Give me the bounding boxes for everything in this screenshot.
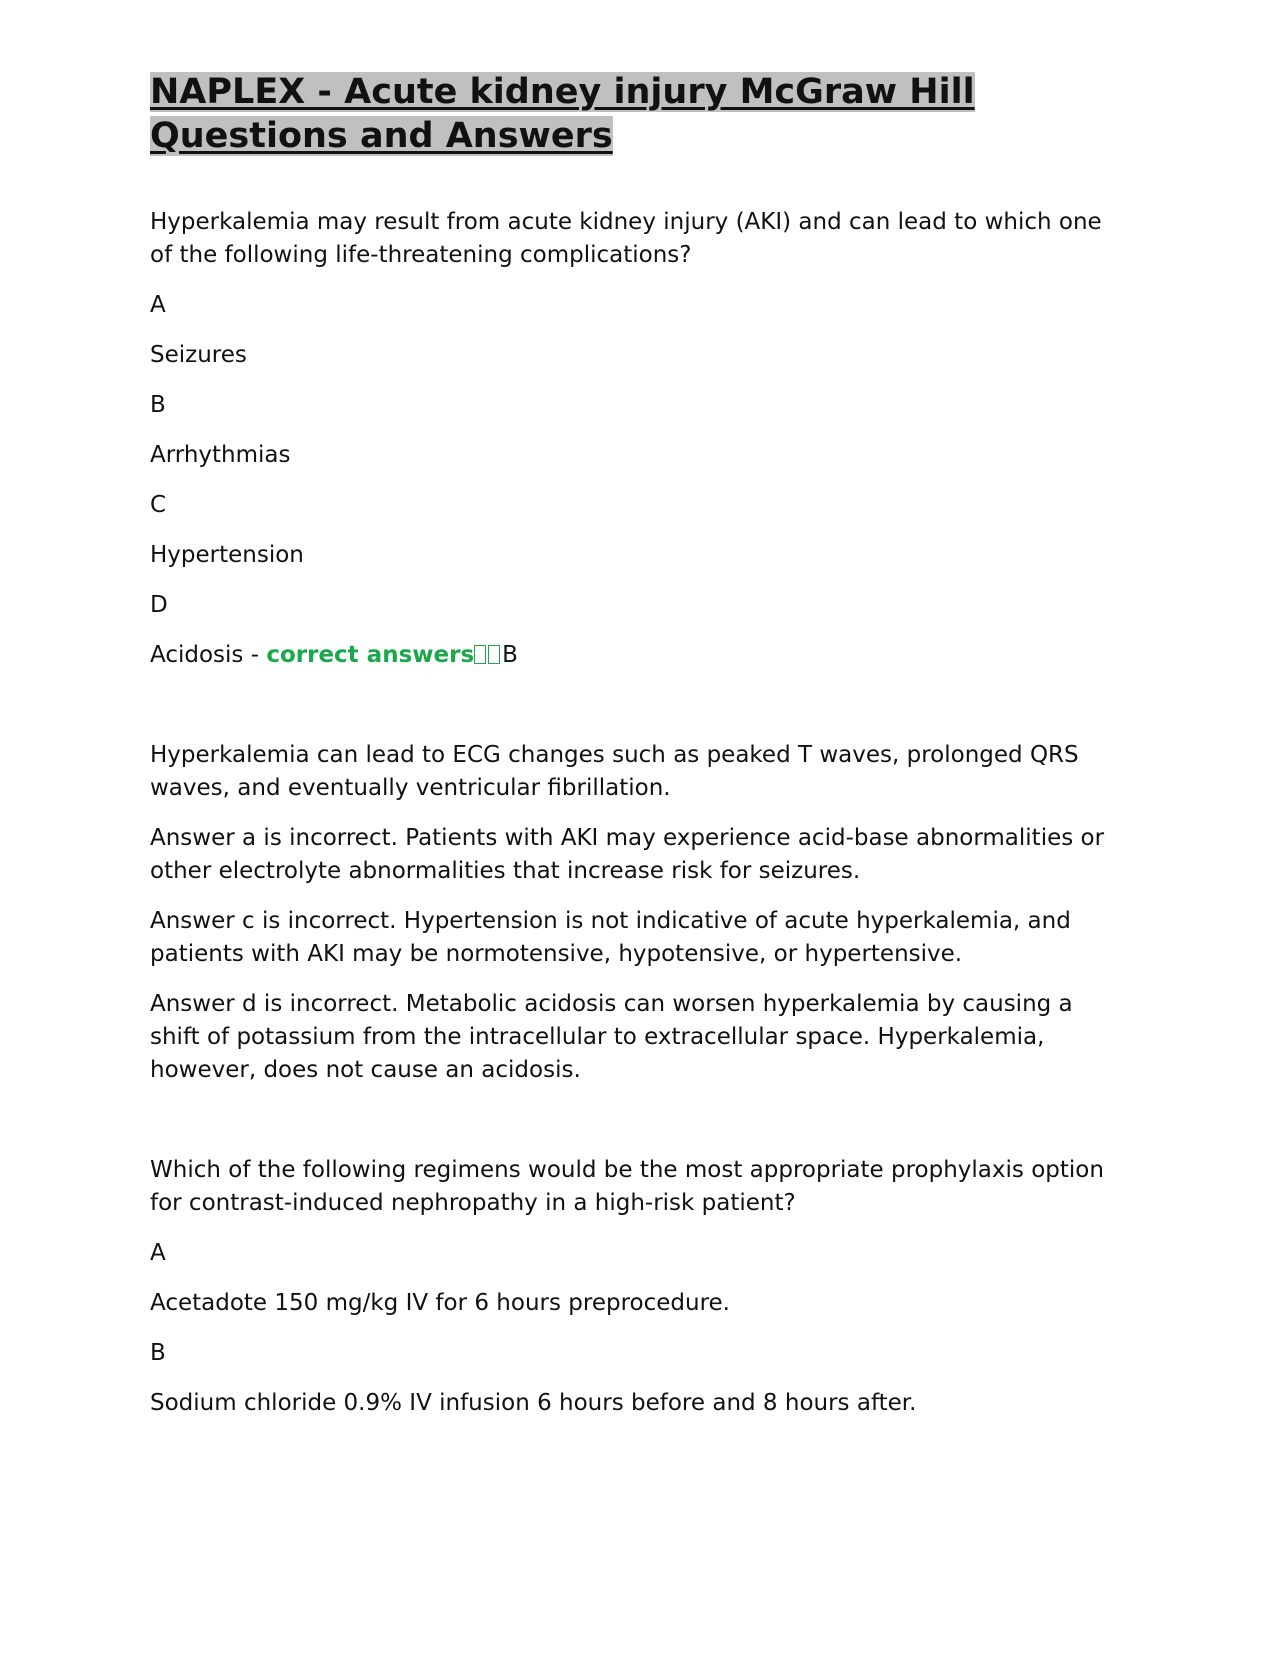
title-highlight: NAPLEX - Acute kidney injury McGraw Hill Questions and Answers: [150, 72, 975, 156]
page-title: [150, 70, 1110, 158]
correct-answers-label: correct answers: [266, 642, 475, 668]
spacer: [150, 689, 1110, 739]
q1-explanation: Hyperkalemia can lead to ECG changes such as peaked T waves, prolonged QRS waves, and eventually ventricular fibrillation.: [150, 742, 1079, 801]
document-page: [150, 70, 1110, 1437]
q2-option-a-text: Acetadote 150 mg/kg IV for 6 hours preprocedure.: [150, 1290, 730, 1316]
q1-explanation-answer-c: Answer c is incorrect. Hypertension is not indicative of acute hyperkalemia, and patients with AKI may be normotensive, hypotensive, or hypertensive.: [150, 908, 1071, 967]
q1-option-c-text: Hypertension: [150, 542, 304, 568]
spacer: [150, 1104, 1110, 1154]
missing-glyph-icon: [474, 645, 486, 664]
q1-option-d-line: [150, 639, 1110, 672]
correct-answer-value: B: [502, 642, 518, 668]
q1-option-b-letter: B: [150, 392, 166, 418]
q2-option-a-letter: A: [150, 1240, 166, 1266]
q2-option-b-letter: B: [150, 1340, 166, 1366]
q1-explanation-answer-d: Answer d is incorrect. Metabolic acidosis can worsen hyperkalemia by causing a shift of potassium from the intracellular to extracellular space. Hyperkalemia, however, does not cause an acidosis.: [150, 991, 1073, 1083]
question-2-text: Which of the following regimens would be the most appropriate prophylaxis option for contrast-induced nephropathy in a high-risk patient?: [150, 1157, 1104, 1216]
q1-option-b-text: Arrhythmias: [150, 442, 291, 468]
q2-option-b-text: Sodium chloride 0.9% IV infusion 6 hours before and 8 hours after.: [150, 1390, 917, 1416]
q1-option-d-text: Acidosis -: [150, 642, 267, 668]
q1-option-d-letter: D: [150, 592, 168, 618]
q1-explanation-answer-a: Answer a is incorrect. Patients with AKI may experience acid-base abnormalities or other electrolyte abnormalities that increase risk for seizures.: [150, 825, 1105, 884]
q1-option-a-text: Seizures: [150, 342, 247, 368]
q1-option-a-letter: A: [150, 292, 166, 318]
question-1-text: Hyperkalemia may result from acute kidney injury (AKI) and can lead to which one of the following life-threatening complications?: [150, 209, 1102, 268]
missing-glyph-icon: [488, 645, 500, 664]
q1-option-c-letter: C: [150, 492, 167, 518]
